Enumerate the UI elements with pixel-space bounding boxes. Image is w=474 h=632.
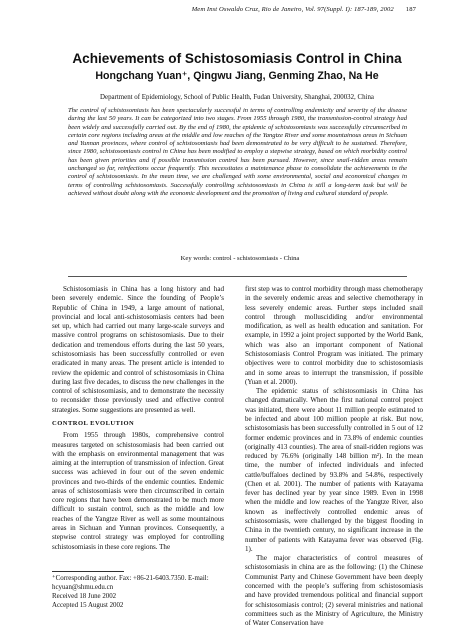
epidemic-status-paragraph: The epidemic status of schistosomiasis in China has changed dramatically. When the first national control project was initiated, there were about 11 million people estimated to be infected and about 100 million people at risk. But now, schistosomiasis has been successfully controlled in 5 out of 12 former endemic provinces and in 73.8% of endemic counties (originally 413 counties). The area of snail-ridden regions was reduced by 76.6% (originally 148 billion m²). In the mean time, the number of infected individuals and infected cattle/buffaloes declined by 93.8% and 54.8%, respectively (Chen et al. 2001). The number of patients with Katayama fever has declined year by year since 1989. Even in 1998 when the middle and low reaches of the Yangtze River, also known as ineffectively controlled endemic areas of schistosomiasis, were challenged by the biggest flooding in China in the twentieth century, no significant increase in the number of patients with Katayama fever was observed (Fig. 1).	[245, 387, 423, 553]
accepted-date: Accepted 15 August 2002	[52, 601, 124, 609]
article-title: Achievements of Schistosomiasis Control in China	[72, 51, 402, 66]
control-evolution-paragraph: From 1955 through 1980s, comprehensive control measures targeted on schistosomiasis had been carried out with the emphasis on environmental management that was aiming at the interruption of transmission of infection. Great success was achieved in four out of the seven endemic provinces and two-thirds of the endemic counties. Endemic areas of schistosomiasis were then circumscribed in certain core regions that have been demonstrated to be much more difficult to sustain control, such as the middle and low reaches of the Yangtze River as well as some mountainous areas in Sichuan and Yunnan provinces. Consequently, a stepwise control strategy was employed for controlling schistosomiasis in these core regions. The	[52, 431, 224, 551]
intro-paragraph: Schistosomiasis in China has a long history and had been severely endemic. Since the founding of People’s Republic of China in 1949, a large amount of national, provincial and local anti-schistosomiasis centers had been set up, which had carried out many large-scale surveys and massive control programs on schistosomiasis. Due to their dedication and tremendous efforts during the last 50 years, schistosomiasis has been successfully controlled or even eradicated in many areas. The present article is intended to review the epidemic and control of schistosomiasis in China during last five decades, to discuss the new challenges in the control of schistosomiasis, and to demonstrate the necessity to reconsider those previously used and effective control strategies. Some suggestions are presented as well.	[52, 285, 224, 414]
continued-paragraph: first step was to control morbidity through mass chemotherapy in the severely endemic areas and selective chemotherapy in less severely endemic areas. Further steps included snail control through molluscididing and/or environmental modification, as well as health education and sanitation. For example, in 1992 a joint project supported by the World Bank, which was also an important component of National Schistosomiasis Control Program was initiated. The primary objectives were to control morbidity due to schistosomiasis and in some areas to interrupt the transmission, if possible (Yuan et al. 2000).	[245, 285, 423, 386]
page-number: 187	[405, 6, 416, 13]
journal-citation: Mem Inst Oswaldo Cruz, Rio de Janeiro, Vol. 97(Suppl. I): 187-189, 2002	[191, 6, 394, 13]
corresponding-author-note: ⁺Corresponding author. Fax: +86-21-6403.7350. E-mail:	[52, 575, 209, 582]
affiliation: Department of Epidemiology, School of Public Health, Fudan University, Shanghai, 200032, China	[100, 94, 374, 101]
author-email: hcyuan@shmu.edu.cn	[52, 583, 114, 591]
footnotes	[52, 571, 224, 611]
author-list: Hongchang Yuan⁺, Qingwu Jiang, Genming Zhao, Na He	[95, 70, 379, 82]
footnote-divider	[52, 571, 124, 572]
abstract: The control of schistosomiasis has been spectacularly successful in terms of controlling endemicity and severity of the disease during the last 50 years. It can be categorized into two stages. From 1955 through 1980, the transmission-control strategy had been widely and successfully carried out. By the end of 1980, the epidemic of schistosomiasis was successfully circumscribed in certain core regions including areas at the middle and low reaches of the Yangtze River and some mountainous areas in Sichuan and Yunnan provinces, where control of schistosomiasis had been demonstrated to be very difficult to be sustained. Therefore, since 1980, schistosomiasis control in China has been modified to employ a stepwise strategy, based on which morbidity control has been given priorities and if possible transmission control has been pursued. However, since snail-ridden areas remain unchanged so far, reinfections occur frequently. This necessitates a maintenance phase to consolidate the achievements in the control of schistosomiasis. In the mean time, we are challenged with some environmental, social and economical changes in terms of controlling schistosomiasis. Successfully controlling schistosomiasis in China is still a long-term task but will be achieved without doubt along with the economic development and the promotion of living and cultural standard of people.	[68, 107, 407, 197]
right-column	[245, 285, 423, 628]
section-heading: CONTROL EVOLUTION	[52, 419, 135, 427]
running-header	[0, 6, 416, 13]
received-date: Received 18 June 2002	[52, 592, 117, 600]
section-divider	[68, 276, 407, 277]
left-column	[52, 285, 224, 552]
keywords: Key words: control - schistosomiasis - China	[180, 255, 300, 262]
characteristics-paragraph: The major characteristics of control measures of schistosomiasis in china are as the following: (1) the Chinese Communist Party and Chinese Government have been deeply concerned with the people’s suffering from schistosomiasis and have provided tremendous political and financial support for schistosomiasis control; (2) several ministries and national committees such as the Ministry of Agriculture, the Ministry of Water Conservation have	[245, 554, 423, 628]
